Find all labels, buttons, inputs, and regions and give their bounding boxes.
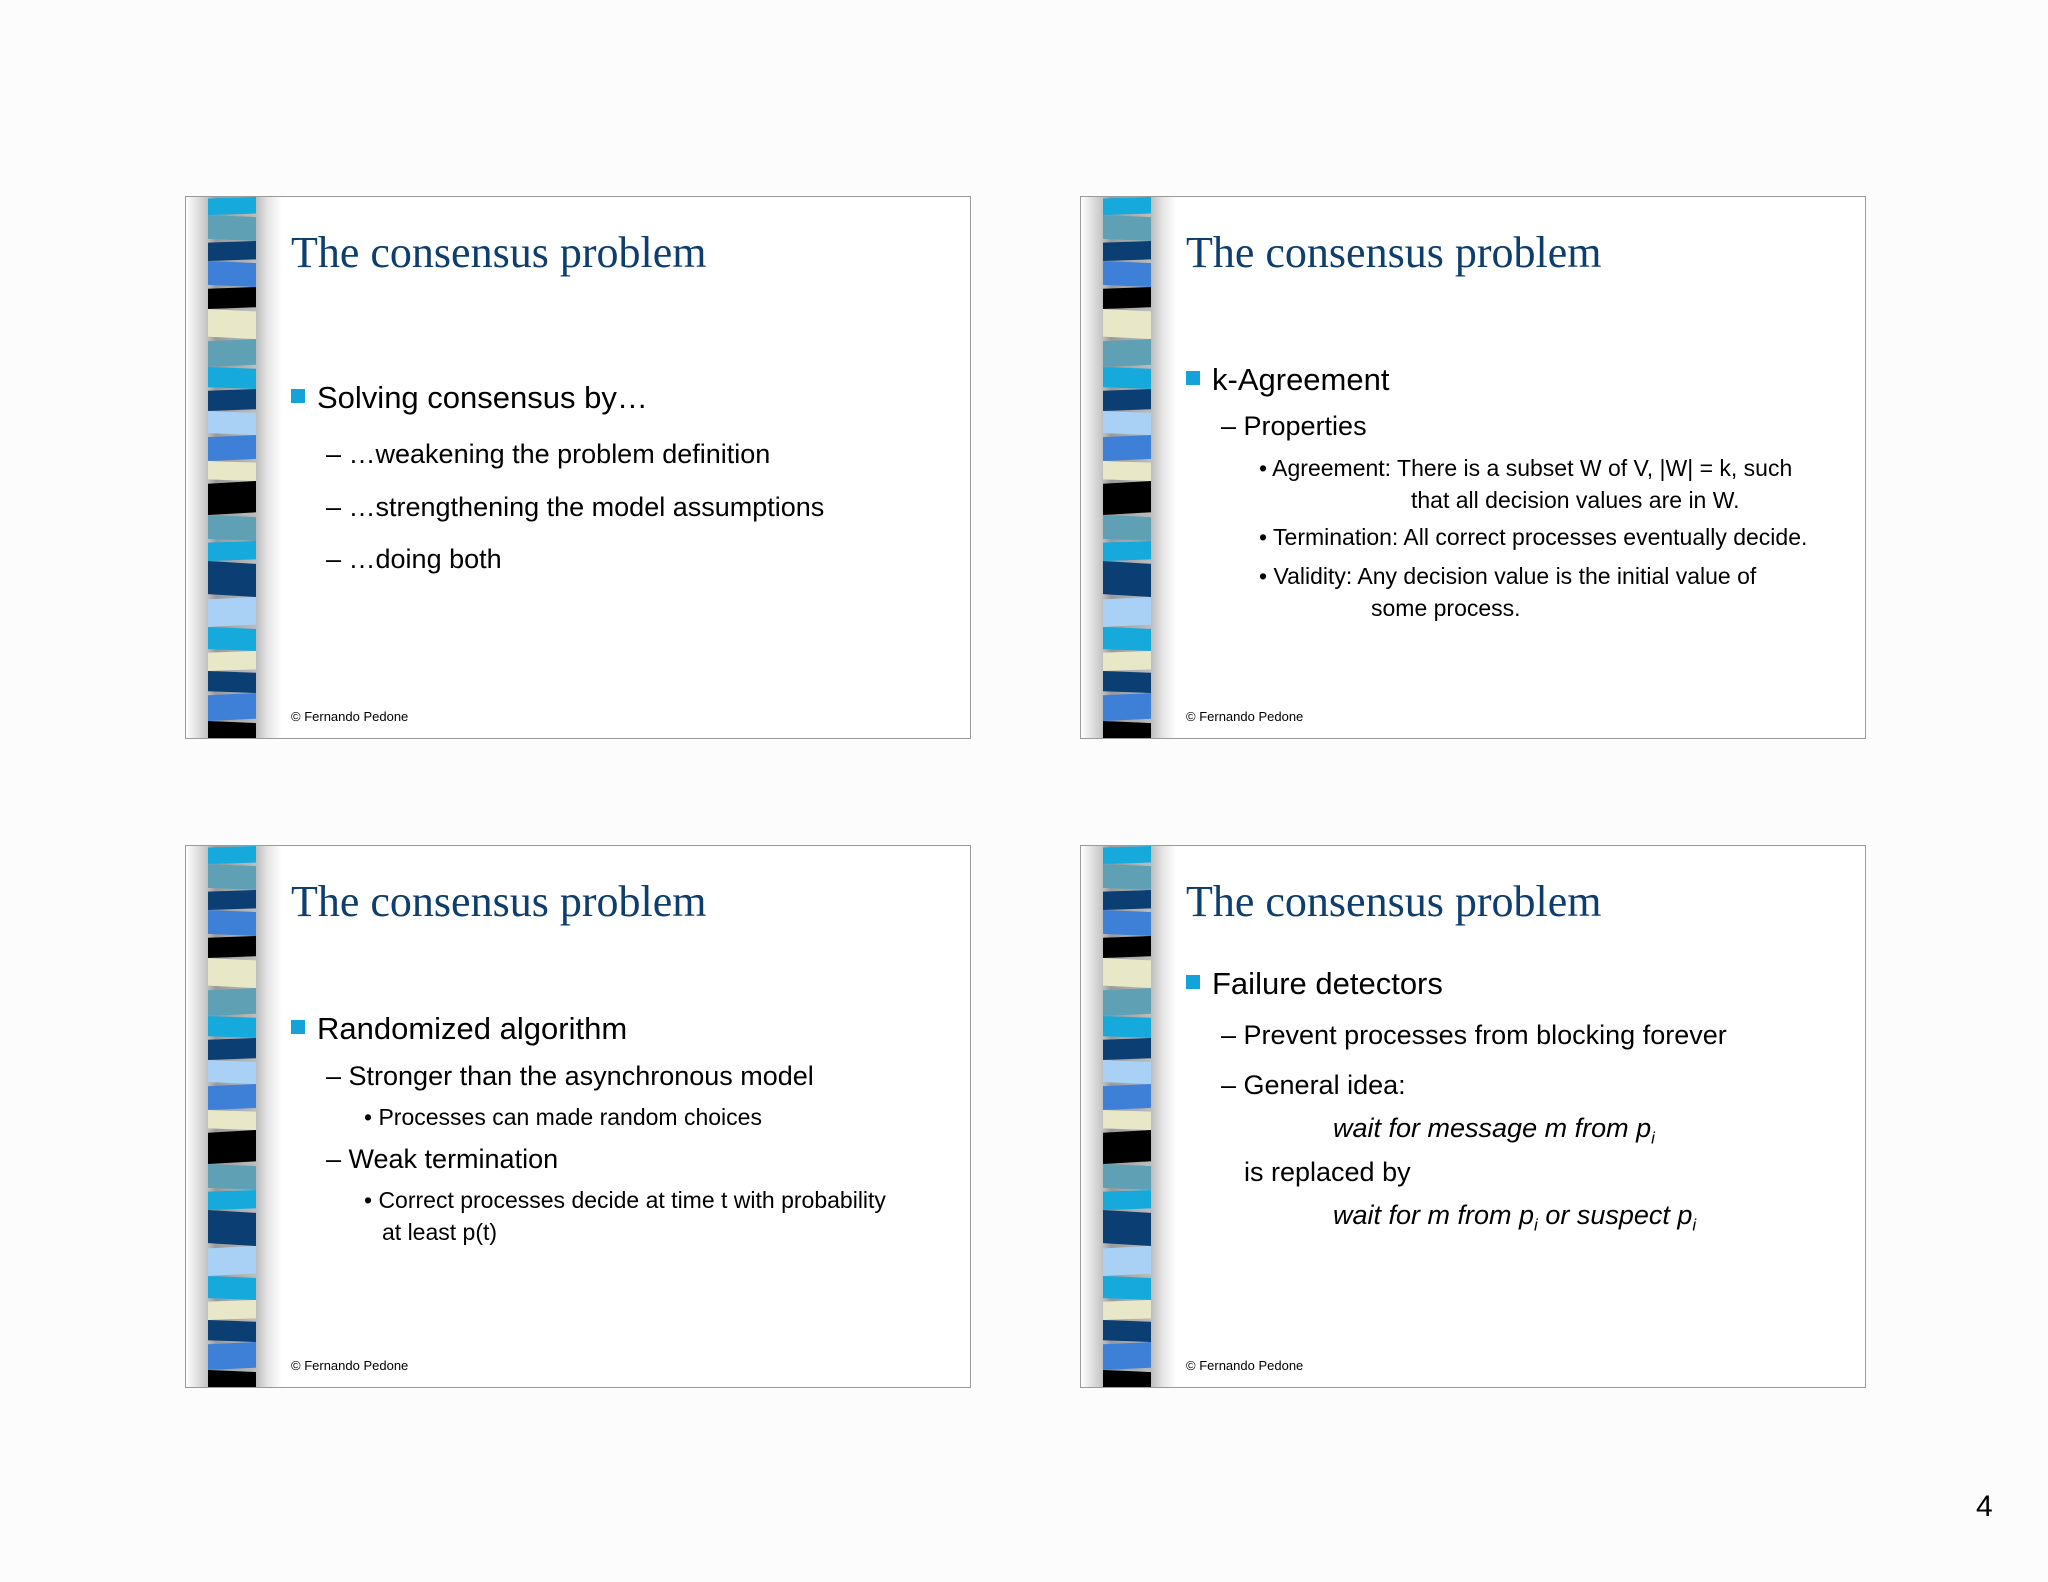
stripe-segment [1103, 693, 1151, 721]
stripe-segment [1103, 1276, 1151, 1300]
stripe-segment [208, 693, 256, 721]
bullet-main: Solving consensus by… [291, 380, 648, 416]
slide-title: The consensus problem [291, 228, 707, 277]
stripe-segment [1103, 541, 1151, 561]
footer-copyright: © Fernando Pedone [291, 709, 409, 724]
stripe-segment [1103, 890, 1151, 910]
stripe-segment [208, 339, 256, 367]
stripe-segment [1103, 339, 1151, 367]
stripe-segment [1103, 481, 1151, 515]
property-item: • Agreement: There is a subset W of V, |W| = k, such [1259, 455, 1793, 481]
stripe-segment [208, 1038, 256, 1060]
slide-title: The consensus problem [1186, 877, 1602, 926]
stripe-segment [208, 367, 256, 389]
stripe-segment [1103, 287, 1151, 309]
stripe-segment [208, 389, 256, 411]
stripe-segment [208, 651, 256, 671]
sub-item: – Prevent processes from blocking forever [1221, 1020, 1727, 1050]
slide-title: The consensus problem [1186, 228, 1602, 277]
square-bullet-icon [291, 389, 305, 403]
stripe-segment [208, 1300, 256, 1320]
stripe-segment [1103, 241, 1151, 261]
footer-copyright: © Fernando Pedone [291, 1358, 409, 1373]
slide-4 [1080, 845, 1866, 1388]
stripe-segment [1103, 1038, 1151, 1060]
stripe-segment [1103, 988, 1151, 1016]
stripe-segment [208, 1246, 256, 1276]
stripe-segment [208, 1110, 256, 1130]
stripe-segment [208, 561, 256, 597]
stripe-segment [208, 515, 256, 541]
decorative-stripe [186, 197, 286, 738]
stripe-segment [208, 1342, 256, 1370]
stripe-segment [208, 411, 256, 435]
stripe-segment [208, 890, 256, 910]
stripe-segment [208, 461, 256, 481]
footer-copyright: © Fernando Pedone [1186, 1358, 1304, 1373]
stripe-segment [1103, 435, 1151, 461]
stripe-segment [208, 215, 256, 241]
stripe-segment [208, 936, 256, 958]
stripe-segment [208, 309, 256, 339]
bullet-main: k-Agreement [1186, 362, 1389, 398]
stripe-segment [1103, 910, 1151, 936]
stripe-segment [208, 197, 256, 215]
stripe-segment [1103, 1084, 1151, 1110]
sub-item: – Properties [1221, 411, 1367, 441]
stripe-segment [208, 1130, 256, 1164]
stripe-segment [1103, 1370, 1151, 1387]
stripe-segment [1103, 197, 1151, 215]
stripe-segment [208, 1210, 256, 1246]
property-item-continuation: some process. [1371, 595, 1521, 621]
sub-item: – Stronger than the asynchronous model [326, 1061, 814, 1091]
stripe-segment [1103, 389, 1151, 411]
stripe-segment [1103, 215, 1151, 241]
sub-item: – …doing both [326, 544, 502, 574]
square-bullet-icon [291, 1020, 305, 1034]
stripe-segment [208, 671, 256, 693]
stripe-segment [1103, 721, 1151, 738]
stripe-segment [208, 1276, 256, 1300]
square-bullet-icon [1186, 371, 1200, 385]
stripe-segment [208, 1164, 256, 1190]
stripe-segment [208, 1320, 256, 1342]
stripe-segment [1103, 671, 1151, 693]
stripe-segment [1103, 1060, 1151, 1084]
stripe-segment [208, 627, 256, 651]
stripe-segment [1103, 1210, 1151, 1246]
stripe-segment [208, 481, 256, 515]
stripe-segment [208, 1016, 256, 1038]
stripe-segment [1103, 958, 1151, 988]
bullet-main: Randomized algorithm [291, 1011, 627, 1047]
sub-item: – General idea: [1221, 1070, 1406, 1100]
stripe-segment [1103, 309, 1151, 339]
stripe-segment [1103, 846, 1151, 864]
stripe-segment [1103, 367, 1151, 389]
stripe-segment [208, 1190, 256, 1210]
slide-title: The consensus problem [291, 877, 707, 926]
page-number: 4 [1976, 1490, 1993, 1523]
stripe-segment [208, 1060, 256, 1084]
stripe-segment [1103, 1300, 1151, 1320]
stripe-segment [1103, 561, 1151, 597]
property-item-continuation: that all decision values are in W. [1411, 487, 1740, 513]
slide-3 [185, 845, 971, 1388]
stripe-segment [208, 435, 256, 461]
decorative-stripe [1081, 197, 1181, 738]
stripe-segment [1103, 1246, 1151, 1276]
stripe-segment [208, 958, 256, 988]
decorative-stripe [1081, 846, 1181, 1387]
slide-2 [1080, 196, 1866, 739]
stripe-segment [208, 241, 256, 261]
detail-item: • Processes can made random choices [364, 1104, 762, 1130]
stripe-segment [1103, 936, 1151, 958]
replaced-by-text: is replaced by [1244, 1157, 1411, 1187]
stripe-segment [208, 910, 256, 936]
stripe-segment [1103, 1016, 1151, 1038]
square-bullet-icon [1186, 975, 1200, 989]
stripe-segment [1103, 1320, 1151, 1342]
stripe-segment [208, 846, 256, 864]
stripe-segment [1103, 1190, 1151, 1210]
stripe-segment [1103, 651, 1151, 671]
sub-item: – …strengthening the model assumptions [326, 492, 825, 522]
stripe-segment [1103, 1342, 1151, 1370]
slide-1 [185, 196, 971, 739]
sub-item: – Weak termination [326, 1144, 559, 1174]
stripe-segment [208, 597, 256, 627]
stripe-segment [1103, 1164, 1151, 1190]
stripe-segment [1103, 461, 1151, 481]
property-item: • Termination: All correct processes eventually decide. [1259, 524, 1808, 550]
property-item: • Validity: Any decision value is the initial value of [1259, 563, 1757, 589]
stripe-segment [1103, 597, 1151, 627]
decorative-stripe [186, 846, 286, 1387]
stripe-segment [1103, 1130, 1151, 1164]
stripe-segment [1103, 261, 1151, 287]
stripe-segment [208, 541, 256, 561]
detail-item-continuation: at least p(t) [382, 1219, 498, 1245]
stripe-segment [208, 864, 256, 890]
stripe-segment [208, 1084, 256, 1110]
stripe-segment [1103, 411, 1151, 435]
stripe-segment [208, 287, 256, 309]
stripe-segment [1103, 515, 1151, 541]
code-line-wait-or-suspect: wait for m from $p_i$ or suspect $p_i$ [1333, 1200, 1697, 1235]
footer-copyright: © Fernando Pedone [1186, 709, 1304, 724]
stripe-segment [1103, 1110, 1151, 1130]
stripe-segment [208, 988, 256, 1016]
stripe-segment [208, 261, 256, 287]
sub-item: – …weakening the problem definition [326, 439, 771, 469]
stripe-segment [1103, 864, 1151, 890]
stripe-segment [208, 721, 256, 738]
detail-item: • Correct processes decide at time t with probability [364, 1187, 886, 1213]
stripe-segment [208, 1370, 256, 1387]
code-line-wait-message: wait for message m from $p_i$ [1333, 1113, 1655, 1148]
stripe-segment [1103, 627, 1151, 651]
bullet-main: Failure detectors [1186, 966, 1443, 1002]
